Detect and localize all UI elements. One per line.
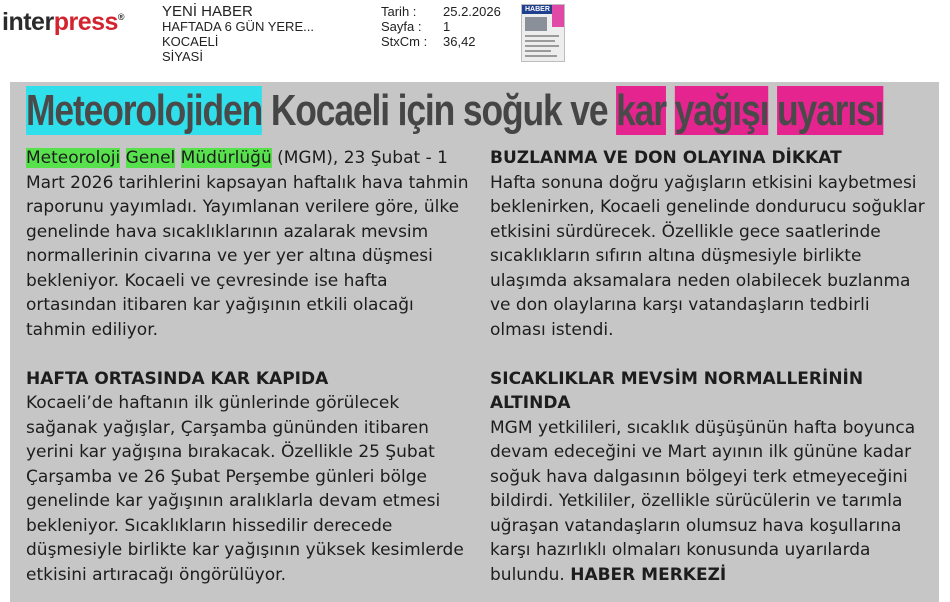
- thumbnail-highlight: [552, 5, 564, 27]
- headline-highlight-meteorolojiden: Meteorolojiden: [26, 86, 263, 135]
- publication-region: KOCAELİ: [162, 34, 219, 49]
- meta-page-row: [381, 19, 501, 34]
- logo-press: press: [53, 8, 118, 36]
- intro-paragraph: [26, 146, 472, 342]
- article-right-column: [490, 146, 930, 587]
- headline-highlight-uyarisi: uyarısı: [777, 86, 884, 135]
- paragraph-buzlanma: Hafta sonuna doğru yağışların etkisini kaybetmesi beklenirken, Kocaeli genelinde dondurucu soğuklar etkisini sürdürecek. Özellikle gece saatlerinde sıcaklıkların sıfırın altına düşmesiyle birlikte ulaşımda aksamalara neden olabilecek buzlanma ve don olaylarına karşı vatandaşların tedbirli olması istendi.: [490, 172, 925, 340]
- publication-frequency: HAFTADA 6 GÜN YERE...: [162, 19, 314, 34]
- headline-space: [768, 86, 777, 135]
- headline-highlight-kar: kar: [616, 86, 666, 135]
- meta-page-label: Sayfa :: [381, 19, 422, 34]
- article-clipping: [10, 82, 939, 602]
- logo-inter: inter: [2, 8, 54, 36]
- highlight-mudurlugu: Müdürlüğü: [180, 148, 272, 168]
- meta-stxcm-value: 36,42: [443, 34, 476, 49]
- meta-stxcm-label: StxCm :: [381, 34, 428, 49]
- publication-name: YENİ HABER: [162, 3, 253, 20]
- clipping-meta: [381, 4, 501, 49]
- paragraph-sicakliklar: [490, 416, 930, 588]
- article-left-column: [26, 146, 472, 587]
- meta-date-label: Tarih :: [381, 4, 417, 19]
- headline-space: [666, 86, 675, 135]
- paragraph-gap: [490, 342, 930, 367]
- article-headline: [26, 86, 883, 136]
- publication-info: [162, 4, 314, 64]
- thumbnail-text-line: [525, 55, 557, 57]
- subheading-sicakliklar: SICAKLIKLAR MEVSİM NORMALLERİNİN ALTINDA: [490, 368, 864, 413]
- meta-date-value: 25.2.2026: [443, 4, 501, 19]
- meta-page-value: 1: [443, 19, 451, 34]
- subheading-buzlanma: BUZLANMA VE DON OLAYINA DİKKAT: [490, 148, 842, 168]
- meta-date-row: [381, 4, 501, 19]
- logo-registered-mark: ®: [117, 12, 125, 22]
- thumbnail-text-line: [525, 45, 559, 47]
- thumbnail-text-line: [525, 35, 559, 37]
- publication-category: SİYASİ: [162, 49, 203, 64]
- interpress-logo: [2, 8, 124, 37]
- headline-text: Kocaeli için soğuk ve: [262, 86, 617, 135]
- thumbnail-text-line: [525, 50, 551, 52]
- headline-highlight-yagisi: yağışı: [674, 86, 769, 135]
- paragraph-gap: [26, 342, 472, 367]
- highlight-genel: Genel: [125, 148, 176, 168]
- paragraph-kar-kapida: Kocaeli’de haftanın ilk günlerinde görülecek sağanak yağışlar, Çarşamba gününden itibaren yerini kar yağışına bırakacak. Özellikle 25 Şubat Çarşamba ve 26 Şubat Perşembe günleri bölge genelinde kar yağışının aralıklarla devam etmesi bekleniyor. Sıcaklıkların hissedilir derecede düşmesiyle birlikte kar yağışının yüksek kesimlerde etkisini artıracağı öngörülüyor.: [26, 393, 464, 585]
- author-signature: HABER MERKEZİ: [570, 564, 727, 585]
- meta-stxcm-row: [381, 34, 501, 49]
- intro-text: (MGM), 23 Şubat - 1 Mart 2026 tarihlerini kapsayan haftalık hava tahmin raporunu yayımladı. Yayımlanan verilere göre, ülke genelinde hava sıcaklıklarının azalarak mevsim normallerinin civarına ve yer yer altına düşmesi bekleniyor. Kocaeli ve çevresinde ise hafta ortasından itibaren kar yağışının etkili olacağı tahmin ediliyor.: [26, 148, 469, 340]
- paragraph-sicakliklar-text: MGM yetkilileri, sıcaklık düşüşünün hafta boyunca devam edeceğini ve Mart ayının ilk gününe kadar soğuk hava dalgasının bölgeyi terk etmeyeceğini bildirdi. Yetkililer, özellikle sürücülerin ve tarımla uğraşan vatandaşların olumsuz hava koşullarına karşı hazırlıklı olmaları konusunda uyarılarda bulundu.: [490, 417, 916, 585]
- thumbnail-masthead-label: HABER: [525, 6, 550, 13]
- subheading-kar-kapida: HAFTA ORTASINDA KAR KAPIDA: [26, 368, 329, 389]
- highlight-meteoroloji: Meteoroloji: [26, 148, 121, 168]
- thumbnail-text-line: [525, 40, 555, 42]
- thumbnail-photo: [525, 17, 547, 31]
- page-thumbnail[interactable]: [521, 4, 565, 62]
